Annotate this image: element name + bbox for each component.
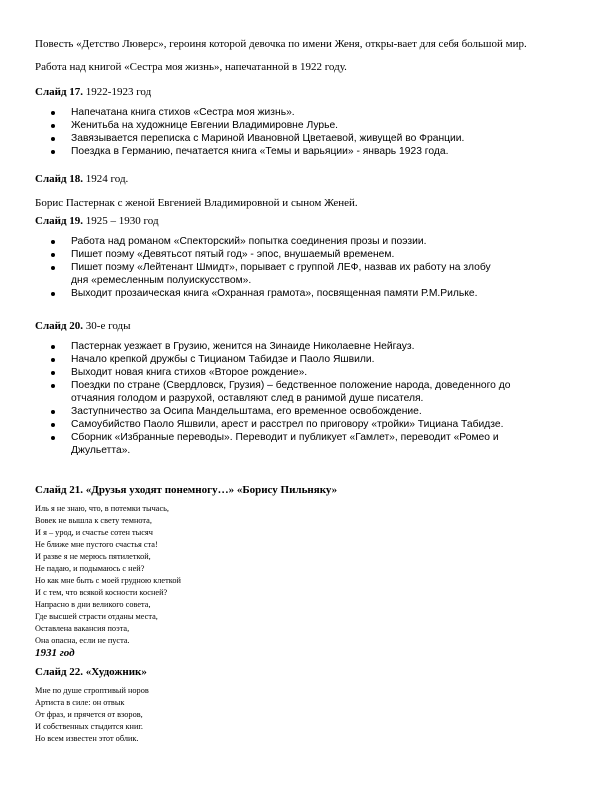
poem-year: 1931 год [35, 647, 75, 659]
poem-line: Оставлена вакансия поэта, [35, 624, 130, 633]
slide-title: «Художник» [85, 666, 147, 678]
intro-section-2 [35, 60, 585, 74]
poem-line: Но всем известен этот облик. [35, 734, 139, 743]
slide-18-section [35, 172, 585, 210]
poem-line: Артиста в силе: он отвык [35, 698, 125, 707]
poem-line: И я – урод, и счастье сотен тысяч [35, 528, 153, 537]
poem-line: И с тем, что всякой косности косней? [35, 588, 168, 597]
intro-section [35, 37, 585, 51]
slide-title: 1922-1923 год [85, 86, 152, 98]
poem-line: И собственных стыдится книг. [35, 722, 143, 731]
slide-heading [35, 85, 585, 99]
poem-line: Но как мне быть с моей грудною клеткой [35, 576, 181, 585]
bullet-list [35, 235, 505, 300]
slide-title: 1925 – 1930 год [85, 215, 159, 227]
list-item: Поездки по стране (Свердловск, Грузия) – бедственное положение народа, доведенного до отчаяния голодом и разрухой, оставляют след в ранимой душе писателя. [35, 379, 545, 405]
slide-heading [35, 319, 585, 333]
list-item: Пишет поэму «Лейтенант Шмидт», порывает с группой ЛЕФ, назвав их работу на злобу дня «ремесленным полуискусством». [35, 261, 505, 287]
slide-title: 30-е годы [85, 320, 131, 332]
list-item: Работа над романом «Спекторский» попытка соединения прозы и поэзии. [35, 235, 505, 248]
list-item: Начало крепкой дружбы с Тицианом Табидзе и Паоло Яшвили. [35, 353, 545, 366]
list-item: Выходит новая книга стихов «Второе рождение». [35, 366, 545, 379]
poem-line: Где высшей страсти отданы места, [35, 612, 158, 621]
slide-22-section [35, 665, 585, 745]
bullet-list [35, 106, 585, 158]
slide-text: Борис Пастернак с женой Евгенией Владимировной и сыном Женей. [35, 197, 358, 209]
intro-paragraph-1: Повесть «Детство Люверс», героиня которой девочка по имени Женя, откры-вает для себя большой мир. [35, 38, 527, 50]
list-item: Женитьба на художнице Евгении Владимировне Лурье. [35, 119, 585, 132]
slide-label: Слайд 17. [35, 86, 84, 98]
slide-heading [35, 665, 585, 679]
slide-20-section [35, 319, 585, 457]
slide-label: Слайд 21. [35, 484, 84, 496]
slide-title: «Друзья уходят понемногу…» «Борису Пильняку» [85, 484, 338, 496]
poem-line: Мне по душе строптивый норов [35, 686, 149, 695]
slide-label: Слайд 20. [35, 320, 84, 332]
poem-line: Не падаю, и подымаюсь с ней? [35, 564, 145, 573]
slide-21-section [35, 483, 585, 660]
list-item: Пастернак уезжает в Грузию, женится на Зинаиде Николаевне Нейгауз. [35, 340, 545, 353]
list-item: Пишет поэму «Девятьсот пятый год» - эпос, внушаемый временем. [35, 248, 505, 261]
slide-19-section [35, 214, 585, 300]
list-item: Заступничество за Осипа Мандельштама, его временное освобождение. [35, 405, 545, 418]
poem-line: Не ближе мне пустого счастья ста! [35, 540, 158, 549]
list-item: Поездка в Германию, печатается книга «Темы и варьяции» - январь 1923 года. [35, 145, 585, 158]
poem-line: Иль я не знаю, что, в потемки тычась, [35, 504, 169, 513]
poem-line: Она опасна, если не пуста. [35, 636, 130, 645]
list-item: Выходит прозаическая книга «Охранная грамота», посвященная памяти Р.М.Рильке. [35, 287, 505, 300]
list-item: Самоубийство Паоло Яшвили, арест и расстрел по приговору «тройки» Тициана Табидзе. [35, 418, 545, 431]
poem [35, 503, 585, 647]
slide-label: Слайд 18. [35, 173, 84, 185]
poem-line: Напрасно в дни великого совета, [35, 600, 151, 609]
list-item: Завязывается переписка с Мариной Ивановной Цветаевой, живущей во Франции. [35, 132, 585, 145]
slide-title: 1924 год. [85, 173, 129, 185]
slide-heading [35, 483, 585, 497]
slide-17-section [35, 85, 585, 158]
intro-paragraph-2: Работа над книгой «Сестра моя жизнь», напечатанной в 1922 году. [35, 61, 347, 73]
poem-line: И разве я не мерюсь пятилеткой, [35, 552, 151, 561]
bullet-list [35, 340, 545, 457]
list-item: Сборник «Избранные переводы». Переводит и публикует «Гамлет», переводит «Ромео и Джульетта». [35, 431, 545, 457]
slide-label: Слайд 22. [35, 666, 84, 678]
poem-line: От фраз, и прячется от взоров, [35, 710, 143, 719]
slide-heading [35, 172, 585, 186]
poem [35, 685, 585, 745]
slide-label: Слайд 19. [35, 215, 84, 227]
list-item: Напечатана книга стихов «Сестра моя жизнь». [35, 106, 585, 119]
slide-heading [35, 214, 585, 228]
poem-line: Вовек не вышла к свету темнота, [35, 516, 152, 525]
